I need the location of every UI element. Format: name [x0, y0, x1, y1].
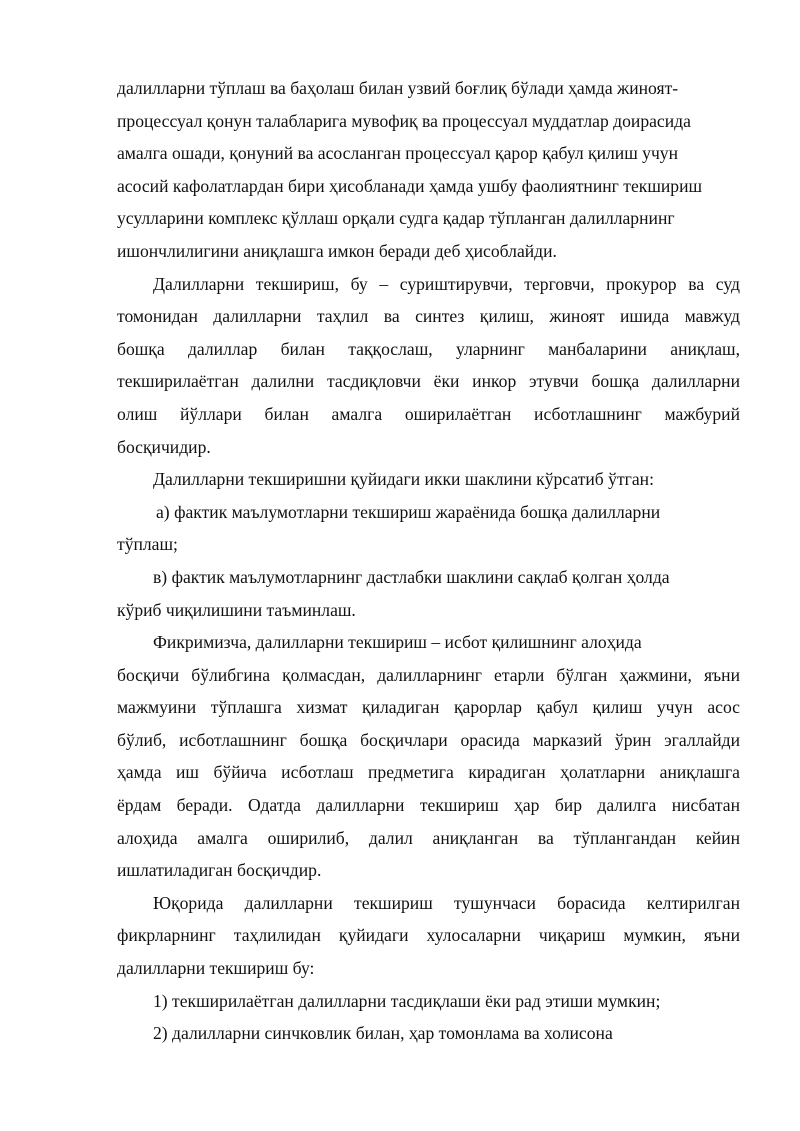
text-line: тўплаш;	[117, 534, 178, 555]
text-line: томонидан далилларни таҳлил ва синтез қилиш, жиноят ишида мавжуд	[117, 306, 740, 327]
list-item-2: 2) далилларни синчковлик билан, ҳар томонлама ва холисона	[153, 1023, 613, 1044]
text-line: бошқа далиллар билан таққослаш, уларнинг манбаларини аниқлаш,	[117, 338, 740, 359]
text-line: Юқорида далилларни текшириш тушунчаси борасида келтирилган	[153, 892, 740, 913]
text-line: ишончлилигини аниқлашга имкон беради деб ҳисоблайди.	[117, 240, 557, 261]
text-line: усулларини комплекс қўллаш орқали судга қадар тўпланган далилларнинг	[117, 208, 675, 229]
text-line: фикрларнинг таҳлилидан қуйидаги хулосаларни чиқариш мумкин, яъни	[117, 925, 740, 946]
text-line: босқичи бўлибгина қолмасдан, далилларнинг етарли бўлган ҳажмини, яъни	[117, 664, 740, 685]
text-line: Далилларни текшириш, бу – суриштирувчи, терговчи, прокурор ва суд	[153, 273, 740, 294]
text-line: текширилаётган далилни тасдиқловчи ёки инкор этувчи бошқа далилларни	[117, 371, 740, 392]
text-line: Далилларни текширишни қуйидаги икки шаклини кўрсатиб ўтган:	[153, 469, 654, 490]
text-line: мажмуини тўплашга хизмат қиладиган қарорлар қабул қилиш учун асос	[117, 697, 740, 718]
text-line: босқичидир.	[117, 436, 211, 457]
list-item-a: а) фактик маълумотларни текшириш жараёнида бошқа далилларни	[156, 501, 661, 522]
text-line: олиш йўллари билан амалга оширилаётган исботлашнинг мажбурий	[117, 403, 740, 424]
text-line: далилларни текшириш бу:	[117, 958, 315, 979]
text-line: алоҳида амалга оширилиб, далил аниқланган ва тўплангандан кейин	[117, 827, 740, 848]
list-item-v: в) фактик маълумотларнинг дастлабки шаклини сақлаб қолган ҳолда	[153, 566, 670, 587]
text-line: ишлатиладиган босқичдир.	[117, 860, 322, 881]
text-line: далилларни тўплаш ва баҳолаш билан узвий боғлиқ бўлади ҳамда жиноят-	[117, 78, 679, 98]
text-line: ёрдам беради. Одатда далилларни текшириш ҳар бир далилга нисбатан	[117, 795, 740, 816]
text-line: кўриб чиқилишини таъминлаш.	[117, 599, 356, 620]
text-line: процессуал қонун талабларига мувофиқ ва процессуал муддатлар доирасида	[117, 110, 691, 131]
text-line: амалга ошади, қонуний ва асосланган процессуал қарор қабул қилиш учун	[117, 143, 679, 164]
document-body	[117, 72, 740, 1050]
text-line: асосий кафолатлардан бири ҳисобланади ҳамда ушбу фаолиятнинг текшириш	[117, 175, 703, 196]
list-item-1: 1) текширилаётган далилларни тасдиқлаши ёки рад этиши мумкин;	[153, 990, 661, 1011]
text-line: ҳамда иш бўйича исботлаш предметига кирадиган ҳолатларни аниқлашга	[117, 762, 740, 783]
text-line: бўлиб, исботлашнинг бошқа босқичлари орасида марказий ўрин эгаллайди	[117, 729, 740, 750]
text-line: Фикримизча, далилларни текшириш – исбот қилишнинг алоҳида	[153, 632, 642, 653]
